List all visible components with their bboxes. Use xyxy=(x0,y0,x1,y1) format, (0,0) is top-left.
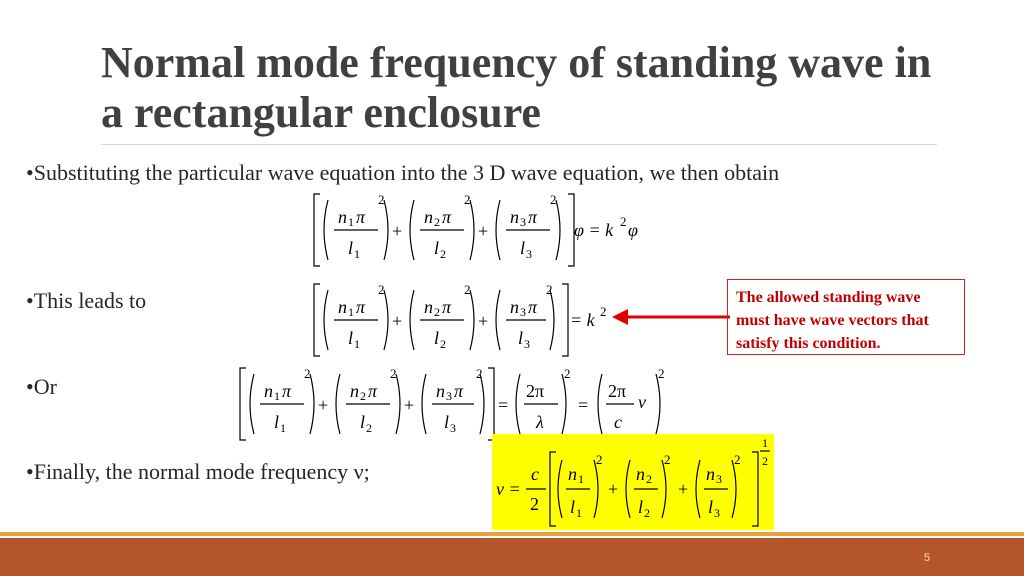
svg-text:2: 2 xyxy=(434,305,440,319)
svg-text:l: l xyxy=(570,497,576,517)
bullet-substituting: •Substituting the particular wave equation into the 3 D wave equation, we then obtain xyxy=(26,160,780,185)
svg-text:3: 3 xyxy=(714,506,720,520)
svg-text:+: + xyxy=(392,221,403,241)
svg-text:l: l xyxy=(274,412,280,432)
svg-text:1: 1 xyxy=(348,215,354,229)
svg-text:π: π xyxy=(442,297,452,317)
footer-accent-line xyxy=(0,532,1024,536)
svg-text:l: l xyxy=(348,238,354,258)
svg-text:2: 2 xyxy=(646,472,652,486)
svg-text:2: 2 xyxy=(440,247,446,261)
svg-text:2: 2 xyxy=(546,282,553,297)
svg-text:=: = xyxy=(578,395,589,415)
svg-text:2: 2 xyxy=(664,452,671,467)
svg-text:2: 2 xyxy=(464,282,471,297)
svg-text:3: 3 xyxy=(526,247,532,261)
svg-text:l: l xyxy=(434,238,440,258)
svg-text:1: 1 xyxy=(280,421,286,435)
svg-text:3: 3 xyxy=(520,215,526,229)
svg-text:π: π xyxy=(356,207,366,227)
svg-text:π: π xyxy=(528,207,538,227)
svg-text:l: l xyxy=(360,412,366,432)
svg-text:l: l xyxy=(520,238,526,258)
eq1-n1: n xyxy=(338,207,347,227)
svg-text:2: 2 xyxy=(378,192,385,207)
callout-box: The allowed standing wave must have wave vectors that satisfy this condition. xyxy=(727,279,965,355)
footer-bar xyxy=(0,538,1024,576)
svg-text:3: 3 xyxy=(450,421,456,435)
svg-text:π: π xyxy=(442,207,452,227)
svg-text:3: 3 xyxy=(520,305,526,319)
svg-text:1: 1 xyxy=(354,337,360,351)
svg-text:2π: 2π xyxy=(608,381,627,401)
slide-title: Normal mode frequency of standing wave in a rectangular enclosure xyxy=(101,38,932,137)
svg-text:n: n xyxy=(264,381,273,401)
svg-text:= k: = k xyxy=(570,310,595,330)
equation-wave-3d xyxy=(312,190,652,270)
svg-text:2: 2 xyxy=(464,192,471,207)
svg-text:3: 3 xyxy=(446,389,452,403)
svg-text:+: + xyxy=(318,395,329,415)
svg-text:l: l xyxy=(638,497,644,517)
svg-text:π: π xyxy=(368,381,378,401)
svg-text:1: 1 xyxy=(762,436,768,450)
svg-text:2: 2 xyxy=(644,506,650,520)
svg-text:2: 2 xyxy=(440,337,446,351)
bullet-or: •Or xyxy=(26,374,57,399)
svg-text:2: 2 xyxy=(530,494,539,514)
svg-text:n: n xyxy=(636,464,645,484)
svg-text:l: l xyxy=(434,328,440,348)
svg-text:l: l xyxy=(708,497,714,517)
svg-text:2: 2 xyxy=(600,304,607,319)
svg-text:1: 1 xyxy=(354,247,360,261)
svg-text:l: l xyxy=(444,412,450,432)
svg-text:ν =: ν = xyxy=(496,479,521,499)
svg-text:2: 2 xyxy=(762,454,768,468)
svg-text:2: 2 xyxy=(658,366,665,381)
svg-text:n: n xyxy=(338,297,347,317)
svg-text:l: l xyxy=(518,328,524,348)
callout-arrow xyxy=(612,306,732,328)
page-number: 5 xyxy=(924,552,931,564)
equation-wavelength xyxy=(238,364,678,444)
svg-text:π: π xyxy=(528,297,538,317)
svg-text:n: n xyxy=(424,207,433,227)
svg-text:2: 2 xyxy=(378,282,385,297)
svg-text:l: l xyxy=(348,328,354,348)
svg-text:n: n xyxy=(436,381,445,401)
svg-text:=: = xyxy=(498,395,509,415)
svg-text:λ: λ xyxy=(536,412,544,432)
svg-text:1: 1 xyxy=(348,305,354,319)
svg-text:c: c xyxy=(614,412,622,432)
svg-text:2: 2 xyxy=(360,389,366,403)
svg-text:φ = k: φ = k xyxy=(574,220,614,240)
svg-text:+: + xyxy=(478,311,489,331)
svg-text:n: n xyxy=(568,464,577,484)
svg-text:+: + xyxy=(478,221,489,241)
svg-text:2: 2 xyxy=(304,366,311,381)
svg-text:2: 2 xyxy=(550,192,557,207)
svg-text:2: 2 xyxy=(390,366,397,381)
svg-text:2: 2 xyxy=(734,452,741,467)
svg-text:2: 2 xyxy=(564,366,571,381)
svg-text:1: 1 xyxy=(274,389,280,403)
svg-text:+: + xyxy=(392,311,403,331)
svg-text:+: + xyxy=(678,479,689,499)
bullet-leads-to: •This leads to xyxy=(26,288,147,313)
svg-text:n: n xyxy=(424,297,433,317)
svg-text:2: 2 xyxy=(620,214,627,229)
title-divider xyxy=(101,144,937,145)
svg-text:φ: φ xyxy=(628,220,638,240)
svg-text:+: + xyxy=(608,479,619,499)
svg-text:2: 2 xyxy=(434,215,440,229)
svg-text:1: 1 xyxy=(576,506,582,520)
equation-normal-mode-frequency xyxy=(494,434,774,530)
svg-text:2: 2 xyxy=(476,366,483,381)
svg-text:3: 3 xyxy=(524,337,530,351)
bullet-finally: •Finally, the normal mode frequency ν; xyxy=(26,459,370,484)
svg-text:2: 2 xyxy=(366,421,372,435)
svg-text:π: π xyxy=(454,381,464,401)
svg-text:π: π xyxy=(282,381,292,401)
svg-text:3: 3 xyxy=(716,472,722,486)
svg-text:n: n xyxy=(510,297,519,317)
svg-text:π: π xyxy=(356,297,366,317)
svg-text:n: n xyxy=(350,381,359,401)
svg-text:+: + xyxy=(404,395,415,415)
equation-k-squared xyxy=(312,280,632,360)
svg-text:2: 2 xyxy=(596,452,603,467)
svg-text:c: c xyxy=(531,464,539,484)
svg-text:n: n xyxy=(706,464,715,484)
svg-text:ν: ν xyxy=(638,392,646,412)
svg-text:n: n xyxy=(510,207,519,227)
svg-text:2π: 2π xyxy=(526,381,545,401)
svg-text:1: 1 xyxy=(578,472,584,486)
